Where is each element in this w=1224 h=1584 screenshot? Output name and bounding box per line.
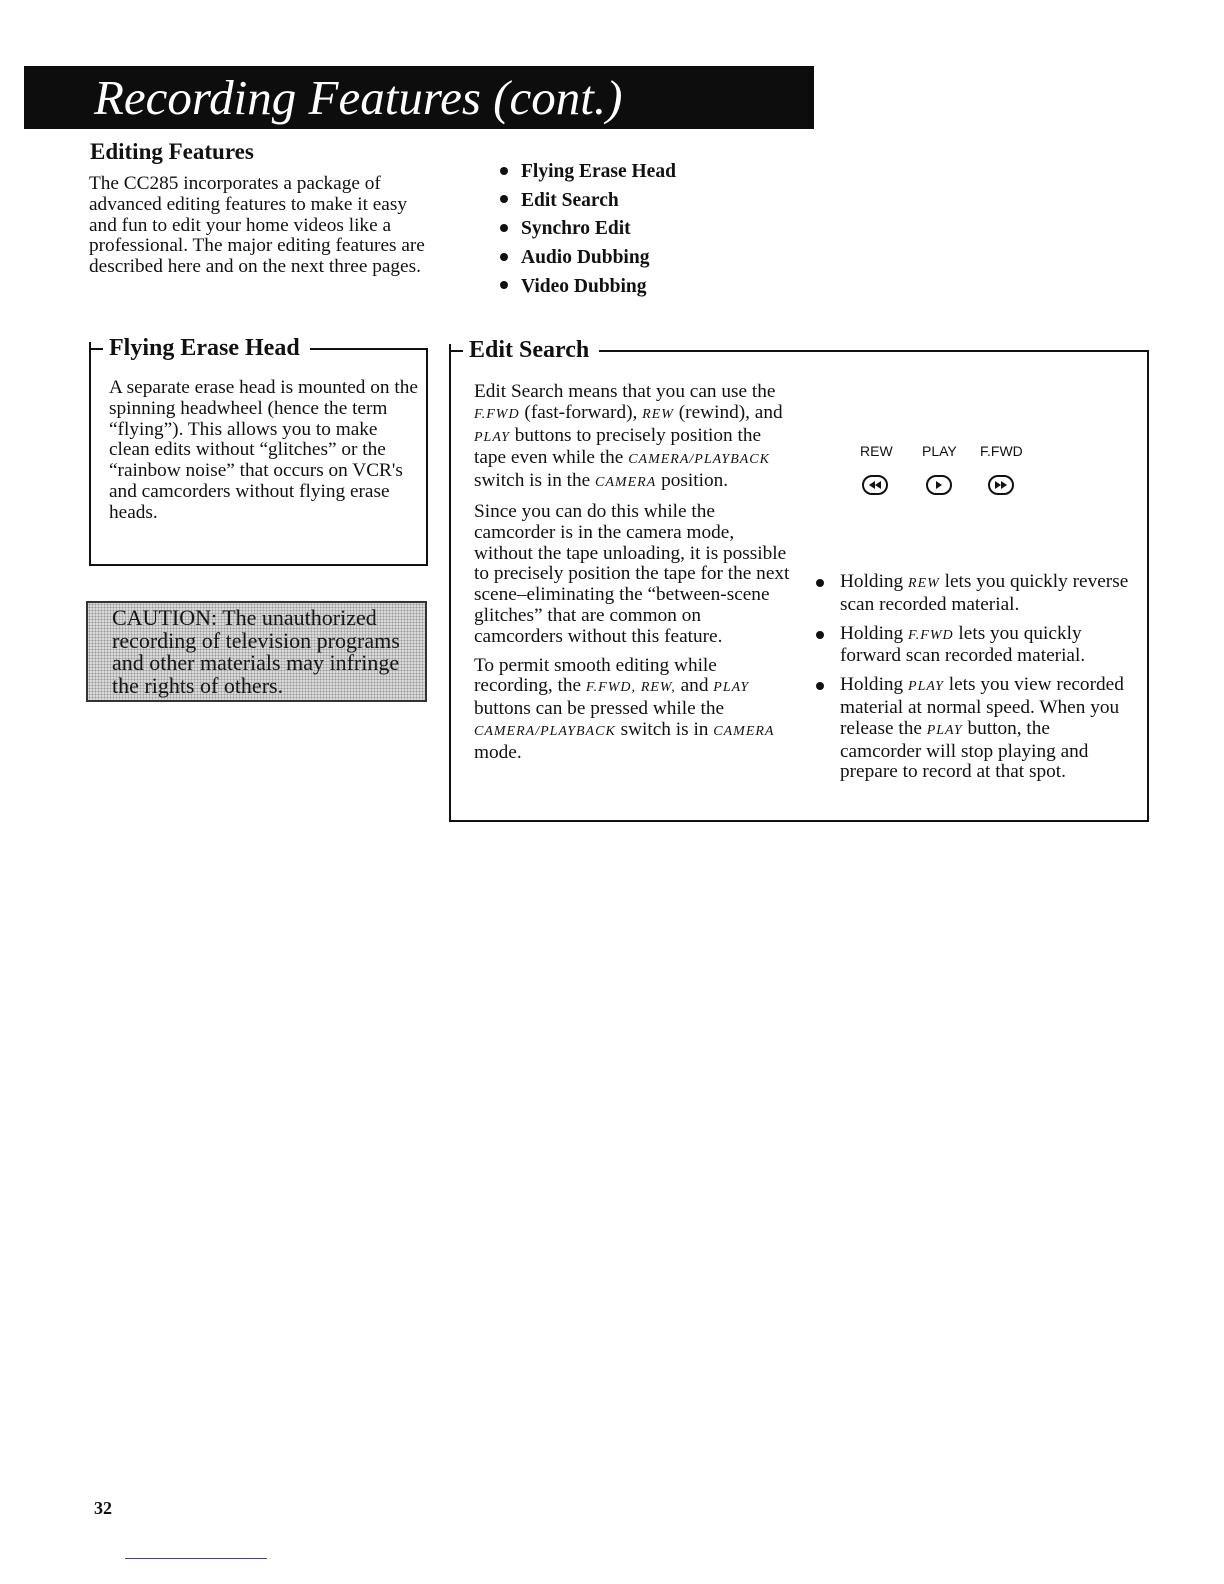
button-diagram xyxy=(860,443,1060,503)
rewind-icon xyxy=(862,475,888,495)
editing-features-intro: The CC285 incorporates a package of advanced editing features to make it easy and fun to edit your home videos like a professional. The major editing features are described here and on the next three pages. xyxy=(89,173,425,278)
edit-search-text xyxy=(474,382,792,772)
bullet-icon xyxy=(500,253,508,261)
bullet-icon xyxy=(816,631,824,639)
list-item: Flying Erase Head xyxy=(500,158,676,187)
footer-rule xyxy=(125,1558,267,1559)
edit-search-paragraph-1: Edit Search means that you can use the F.FWD (fast-forward), REW (rewind), and PLAY buttons to precisely position the tape even while the CAMERA/PLAYBACK switch is in the CAMERA position. xyxy=(474,381,783,492)
page-title: Recording Features (cont.) xyxy=(94,70,623,125)
ffwd-label: F.FWD xyxy=(980,443,1023,459)
editing-features-heading: Editing Features xyxy=(90,139,254,164)
rew-label: REW xyxy=(860,443,893,459)
flying-erase-head-box xyxy=(89,335,428,566)
list-item: Holding PLAY lets you view recorded material at normal speed. When you release the PLAY button, the camcorder will stop playing and prepare to record at that spot. xyxy=(816,675,1134,783)
play-icon xyxy=(926,475,952,495)
edit-search-box xyxy=(449,337,1149,822)
edit-search-bullets xyxy=(816,572,1134,791)
bullet-icon xyxy=(500,281,508,289)
list-item: Edit Search xyxy=(500,187,676,216)
list-item: Synchro Edit xyxy=(500,215,676,244)
edit-search-paragraph-3: To permit smooth editing while recording, the F.FWD, REW, and PLAY buttons can be pressed while the CAMERA/PLAYBACK switch is in CAMERA mode. xyxy=(474,654,775,763)
list-item: Holding REW lets you quickly reverse scan recorded material. xyxy=(816,572,1134,616)
list-item: Audio Dubbing xyxy=(500,244,676,273)
bullet-icon xyxy=(816,579,824,587)
list-item: Video Dubbing xyxy=(500,273,676,302)
fast-forward-icon xyxy=(988,475,1014,495)
page-number: 32 xyxy=(94,1498,112,1518)
bullet-icon xyxy=(500,195,508,203)
caution-text: CAUTION: The unauthorized recording of television programs and other materials may infringe the rights of others. xyxy=(112,605,400,698)
caution-notice xyxy=(86,601,427,702)
bullet-icon xyxy=(816,682,824,690)
edit-search-heading: Edit Search xyxy=(463,336,599,364)
play-label: PLAY xyxy=(922,443,957,459)
bullet-icon xyxy=(500,167,508,175)
editing-features-list xyxy=(500,158,676,302)
edit-search-paragraph-2: Since you can do this while the camcorder is in the camera mode, without the tape unloading, it is possible to precisely position the tape for the next scene–eliminating the “between-scene glitches” that are common on camcorders without this feature. xyxy=(474,500,790,647)
bullet-icon xyxy=(500,224,508,232)
flying-erase-head-heading: Flying Erase Head xyxy=(103,334,310,362)
list-item: Holding F.FWD lets you quickly forward scan recorded material. xyxy=(816,624,1134,668)
title-bar xyxy=(24,66,814,129)
flying-erase-head-text: A separate erase head is mounted on the spinning headwheel (hence the term “flying”). This allows you to make clean edits without “glitches” or the “rainbow noise” that occurs on VCR's and camcorders without flying erase heads. xyxy=(109,377,418,523)
